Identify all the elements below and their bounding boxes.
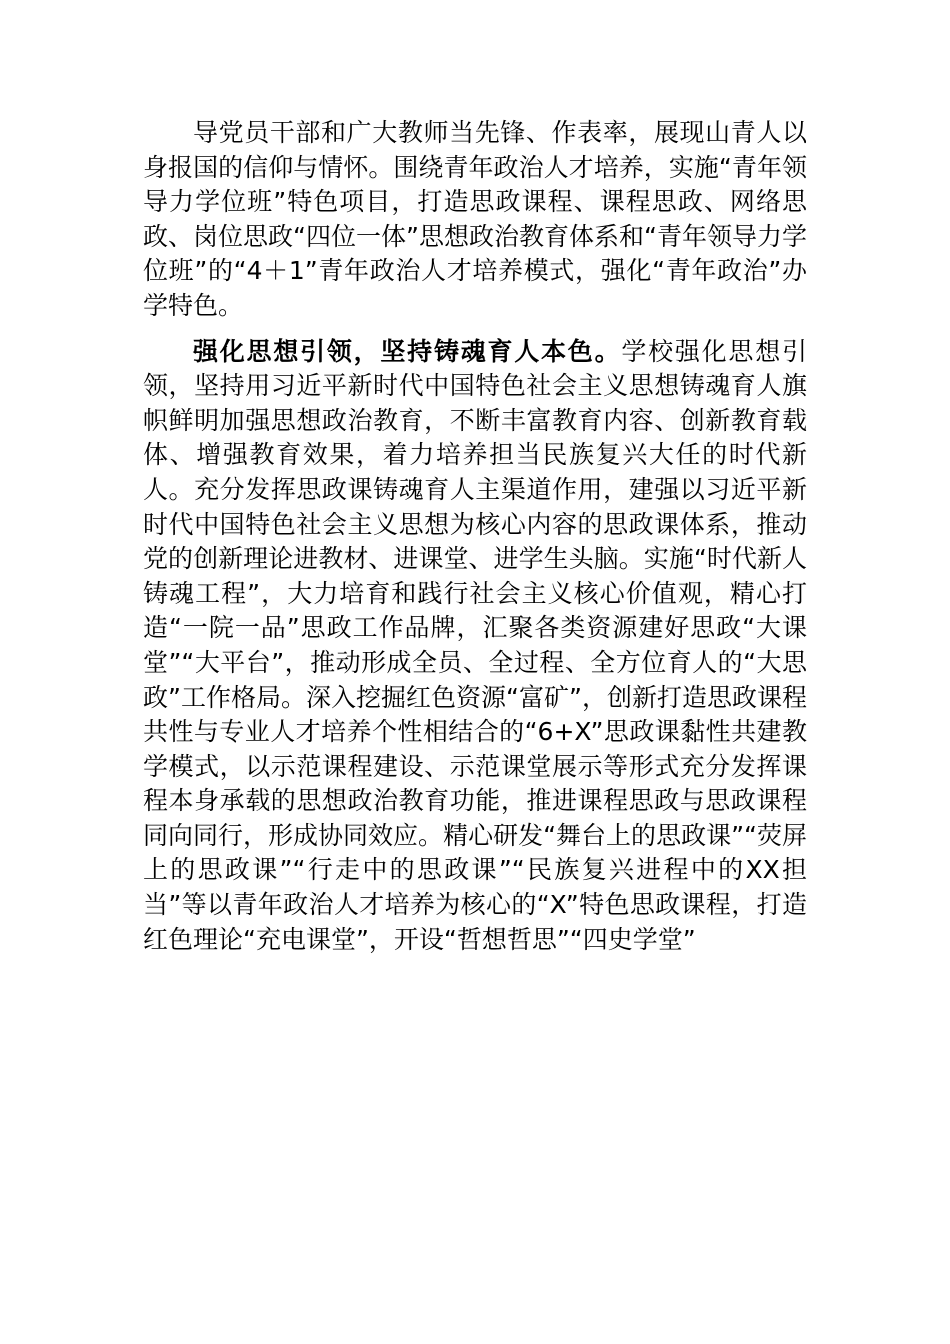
paragraph-continued (143, 116, 807, 324)
paragraph-lead-heading: 强化思想引领，坚持铸魂育人本色。 (193, 336, 622, 366)
paragraph-2-text: 学校强化思想引领，坚持用习近平新时代中国特色社会主义思想铸魂育人旗帜鲜明加强思想政治教育，不断丰富教育内容、创新教育载体、增强教育效果，着力培养担当民族复兴大任的时代新人。充分发挥思政课铸魂育人主渠道作用，建强以习近平新时代中国特色社会主义思想为核心内容的思政课体系，推动党的创新理论进教材、进课堂、进学生头脑。实施“时代新人铸魂工程”，大力培育和践行社会主义核心价值观，精心打造“一院一品”思政工作品牌，汇聚各类资源建好思政“大课堂”“大平台”，推动形成全员、全过程、全方位育人的“大思政”工作格局。深入挖掘红色资源“富矿”，创新打造思政课程共性与专业人才培养个性相结合的“6+X”思政课黏性共建教学模式，以示范课程建设、示范课堂展示等形式充分发挥课程本身承载的思想政治教育功能，推进课程思政与思政课程同向同行，形成协同效应。精心研发“舞台上的思政课”“荧屏上的思政课”“行走中的思政课”“民族复兴进程中的XX担当”等以青年政治人才培养为核心的“X”特色思政课程，打造红色理论“充电课堂”，开设“哲想哲思”“四史学堂” (143, 336, 807, 954)
paragraph-thought-leadership (143, 335, 807, 958)
document-page (143, 116, 807, 957)
paragraph-1-text: 导党员干部和广大教师当先锋、作表率，展现山青人以身报国的信仰与情怀。围绕青年政治人才培养，实施“青年领导力学位班”特色项目，打造思政课程、课程思政、网络思政、岗位思政“四位一体”思想政治教育体系和“青年领导力学位班”的“4＋1”青年政治人才培养模式，强化“青年政治”办学特色。 (143, 118, 807, 320)
